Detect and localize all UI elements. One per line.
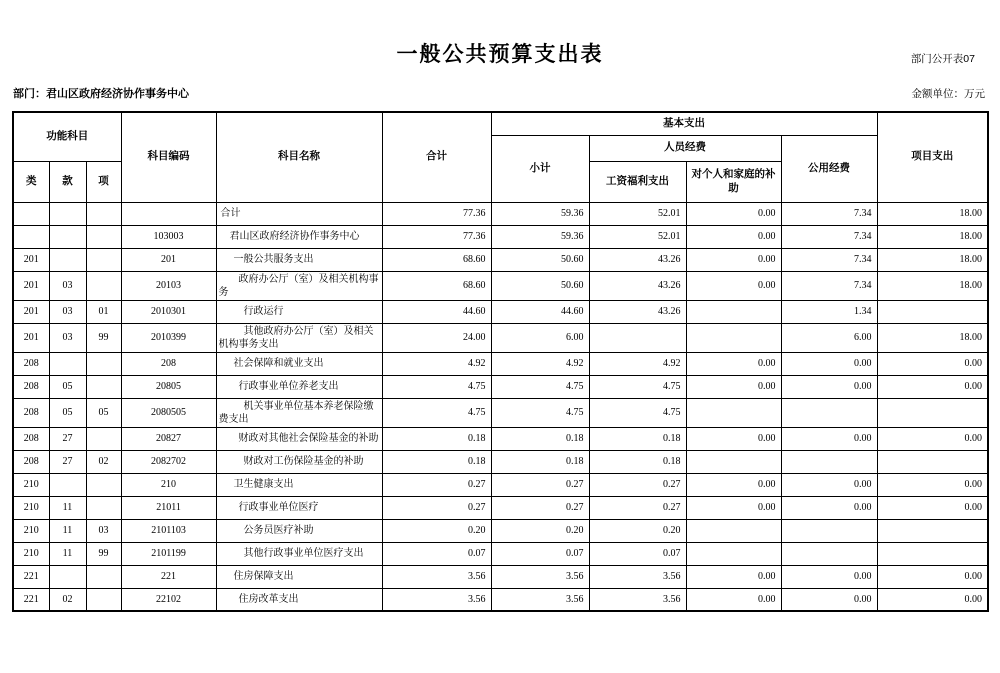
cell-subject-code: 2010301 (121, 300, 216, 323)
cell-project: 0.00 (877, 588, 988, 611)
cell-section: 11 (49, 496, 86, 519)
cell-class: 221 (13, 588, 49, 611)
cell-project (877, 450, 988, 473)
meta-row (13, 85, 985, 101)
cell-subject-code: 2082702 (121, 450, 216, 473)
cell-subtotal: 4.92 (491, 352, 589, 375)
form-number-label: 部门公开表07 (910, 53, 975, 65)
cell-subject-code: 2101199 (121, 542, 216, 565)
cell-section: 27 (49, 427, 86, 450)
cell-subject-code: 103003 (121, 225, 216, 248)
cell-subject-name: 住房保障支出 (216, 565, 382, 588)
cell-subtotal: 0.07 (491, 542, 589, 565)
table-row (13, 202, 988, 225)
cell-class: 201 (13, 323, 49, 352)
cell-project: 0.00 (877, 473, 988, 496)
cell-public-funds: 7.34 (781, 248, 877, 271)
cell-family-subsidy: 0.00 (686, 202, 781, 225)
cell-total: 68.60 (382, 248, 491, 271)
cell-section: 11 (49, 519, 86, 542)
cell-item (86, 375, 121, 398)
cell-public-funds: 0.00 (781, 375, 877, 398)
cell-subject-name: 行政运行 (216, 300, 382, 323)
cell-item (86, 473, 121, 496)
cell-total: 3.56 (382, 565, 491, 588)
header-family-subsidy: 对个人和家庭的补助 (686, 161, 781, 202)
cell-subject-code: 2080505 (121, 398, 216, 427)
header-subject-code: 科目编码 (121, 112, 216, 202)
cell-public-funds: 0.00 (781, 496, 877, 519)
cell-subject-code: 20103 (121, 271, 216, 300)
cell-section: 05 (49, 398, 86, 427)
cell-class: 201 (13, 271, 49, 300)
cell-item (86, 565, 121, 588)
table-row (13, 588, 988, 611)
header-personnel-funds: 人员经费 (589, 135, 781, 161)
cell-subject-name: 一般公共服务支出 (216, 248, 382, 271)
cell-item (86, 496, 121, 519)
header-functional-subject: 功能科目 (13, 112, 121, 161)
cell-section: 03 (49, 271, 86, 300)
cell-wage-welfare: 43.26 (589, 248, 686, 271)
cell-subject-code: 2101103 (121, 519, 216, 542)
cell-public-funds: 6.00 (781, 323, 877, 352)
header-subtotal: 小计 (491, 135, 589, 202)
cell-public-funds (781, 542, 877, 565)
cell-subject-name: 公务员医疗补助 (216, 519, 382, 542)
cell-family-subsidy: 0.00 (686, 271, 781, 300)
cell-subject-code: 21011 (121, 496, 216, 519)
table-row (13, 300, 988, 323)
cell-subject-name: 财政对其他社会保险基金的补助 (216, 427, 382, 450)
cell-section: 27 (49, 450, 86, 473)
header-class: 类 (13, 161, 49, 202)
cell-total: 3.56 (382, 588, 491, 611)
cell-wage-welfare: 0.27 (589, 496, 686, 519)
cell-family-subsidy: 0.00 (686, 352, 781, 375)
cell-subject-name: 其他政府办公厅（室）及相关机构事务支出 (216, 323, 382, 352)
cell-public-funds: 7.34 (781, 202, 877, 225)
cell-subtotal: 0.18 (491, 450, 589, 473)
table-row (13, 375, 988, 398)
table-row (13, 519, 988, 542)
cell-class: 210 (13, 496, 49, 519)
table-row (13, 473, 988, 496)
cell-subject-name: 合计 (216, 202, 382, 225)
cell-item: 02 (86, 450, 121, 473)
cell-wage-welfare: 4.75 (589, 398, 686, 427)
cell-subtotal: 50.60 (491, 248, 589, 271)
cell-subject-code: 20805 (121, 375, 216, 398)
cell-subject-code: 22102 (121, 588, 216, 611)
cell-total: 0.18 (382, 450, 491, 473)
cell-section (49, 225, 86, 248)
cell-subtotal: 3.56 (491, 565, 589, 588)
cell-project: 0.00 (877, 427, 988, 450)
cell-wage-welfare: 4.92 (589, 352, 686, 375)
cell-subject-name: 社会保障和就业支出 (216, 352, 382, 375)
cell-project (877, 300, 988, 323)
table-row (13, 542, 988, 565)
table-row (13, 427, 988, 450)
cell-wage-welfare: 0.07 (589, 542, 686, 565)
cell-item (86, 202, 121, 225)
table-row (13, 565, 988, 588)
cell-subtotal: 3.56 (491, 588, 589, 611)
cell-subtotal: 6.00 (491, 323, 589, 352)
cell-section (49, 473, 86, 496)
header-project-expenditure: 项目支出 (877, 112, 988, 202)
cell-family-subsidy: 0.00 (686, 427, 781, 450)
cell-class: 208 (13, 398, 49, 427)
cell-item (86, 588, 121, 611)
cell-class: 208 (13, 427, 49, 450)
cell-family-subsidy (686, 542, 781, 565)
cell-public-funds: 0.00 (781, 588, 877, 611)
budget-table (12, 111, 989, 612)
cell-section: 03 (49, 323, 86, 352)
cell-wage-welfare: 0.27 (589, 473, 686, 496)
cell-subject-name: 其他行政事业单位医疗支出 (216, 542, 382, 565)
cell-project: 0.00 (877, 352, 988, 375)
cell-item (86, 427, 121, 450)
header-public-funds: 公用经费 (781, 135, 877, 202)
cell-wage-welfare: 43.26 (589, 300, 686, 323)
cell-wage-welfare: 0.18 (589, 427, 686, 450)
cell-wage-welfare: 3.56 (589, 588, 686, 611)
cell-subtotal: 4.75 (491, 375, 589, 398)
cell-family-subsidy: 0.00 (686, 496, 781, 519)
cell-subtotal: 0.27 (491, 473, 589, 496)
cell-public-funds: 7.34 (781, 271, 877, 300)
cell-section (49, 565, 86, 588)
table-header (13, 112, 988, 202)
cell-wage-welfare: 52.01 (589, 225, 686, 248)
cell-section (49, 248, 86, 271)
cell-public-funds (781, 398, 877, 427)
cell-class: 210 (13, 519, 49, 542)
table-body (13, 202, 988, 611)
cell-item (86, 248, 121, 271)
cell-subject-name: 行政事业单位医疗 (216, 496, 382, 519)
cell-total: 77.36 (382, 202, 491, 225)
cell-family-subsidy (686, 323, 781, 352)
cell-subtotal: 0.18 (491, 427, 589, 450)
cell-subtotal: 59.36 (491, 202, 589, 225)
table-row (13, 271, 988, 300)
cell-project (877, 398, 988, 427)
cell-project (877, 542, 988, 565)
table-row (13, 450, 988, 473)
cell-family-subsidy (686, 300, 781, 323)
cell-subject-name: 机关事业单位基本养老保险缴费支出 (216, 398, 382, 427)
cell-subtotal: 4.75 (491, 398, 589, 427)
cell-public-funds (781, 450, 877, 473)
cell-total: 0.20 (382, 519, 491, 542)
cell-class: 201 (13, 248, 49, 271)
cell-project: 18.00 (877, 323, 988, 352)
cell-project: 0.00 (877, 565, 988, 588)
cell-project: 18.00 (877, 202, 988, 225)
cell-subtotal: 0.27 (491, 496, 589, 519)
cell-public-funds (781, 519, 877, 542)
cell-item (86, 352, 121, 375)
cell-project: 0.00 (877, 496, 988, 519)
cell-total: 4.75 (382, 398, 491, 427)
header-total: 合计 (382, 112, 491, 202)
cell-item: 05 (86, 398, 121, 427)
cell-subject-code: 221 (121, 565, 216, 588)
cell-class: 210 (13, 473, 49, 496)
cell-family-subsidy: 0.00 (686, 473, 781, 496)
cell-section (49, 202, 86, 225)
cell-item: 99 (86, 542, 121, 565)
cell-subject-code: 208 (121, 352, 216, 375)
cell-subject-name: 卫生健康支出 (216, 473, 382, 496)
cell-wage-welfare: 0.20 (589, 519, 686, 542)
cell-family-subsidy: 0.00 (686, 375, 781, 398)
cell-public-funds: 0.00 (781, 565, 877, 588)
cell-total: 4.92 (382, 352, 491, 375)
cell-subtotal: 50.60 (491, 271, 589, 300)
cell-public-funds: 0.00 (781, 473, 877, 496)
cell-project: 18.00 (877, 271, 988, 300)
cell-wage-welfare: 52.01 (589, 202, 686, 225)
cell-public-funds: 7.34 (781, 225, 877, 248)
cell-subject-code: 210 (121, 473, 216, 496)
cell-wage-welfare: 0.18 (589, 450, 686, 473)
cell-subtotal: 44.60 (491, 300, 589, 323)
unit-label: 金额单位：万元 (911, 88, 985, 100)
cell-class: 221 (13, 565, 49, 588)
cell-subject-code: 20827 (121, 427, 216, 450)
cell-family-subsidy: 0.00 (686, 225, 781, 248)
cell-wage-welfare: 43.26 (589, 271, 686, 300)
cell-class (13, 225, 49, 248)
cell-subject-code: 2010399 (121, 323, 216, 352)
cell-total: 24.00 (382, 323, 491, 352)
cell-family-subsidy (686, 450, 781, 473)
cell-class: 208 (13, 450, 49, 473)
table-row (13, 225, 988, 248)
cell-section (49, 352, 86, 375)
cell-public-funds: 1.34 (781, 300, 877, 323)
table-row (13, 323, 988, 352)
cell-section: 02 (49, 588, 86, 611)
cell-class: 210 (13, 542, 49, 565)
cell-family-subsidy (686, 519, 781, 542)
cell-project: 18.00 (877, 248, 988, 271)
cell-item: 01 (86, 300, 121, 323)
cell-wage-welfare: 3.56 (589, 565, 686, 588)
cell-section: 11 (49, 542, 86, 565)
cell-wage-welfare: 4.75 (589, 375, 686, 398)
cell-family-subsidy (686, 398, 781, 427)
table-row (13, 352, 988, 375)
cell-subject-name: 君山区政府经济协作事务中心 (216, 225, 382, 248)
cell-family-subsidy: 0.00 (686, 248, 781, 271)
cell-subject-name: 住房改革支出 (216, 588, 382, 611)
cell-project (877, 519, 988, 542)
header-section: 款 (49, 161, 86, 202)
cell-subject-name: 财政对工伤保险基金的补助 (216, 450, 382, 473)
table-row (13, 496, 988, 519)
cell-project: 0.00 (877, 375, 988, 398)
cell-section: 03 (49, 300, 86, 323)
cell-subject-code (121, 202, 216, 225)
header-basic-expenditure: 基本支出 (491, 112, 877, 135)
header-subject-name: 科目名称 (216, 112, 382, 202)
page-title: 一般公共预算支出表 (396, 43, 604, 66)
cell-item (86, 271, 121, 300)
cell-section: 05 (49, 375, 86, 398)
cell-class (13, 202, 49, 225)
table-row (13, 398, 988, 427)
cell-family-subsidy: 0.00 (686, 565, 781, 588)
cell-item: 99 (86, 323, 121, 352)
cell-subtotal: 59.36 (491, 225, 589, 248)
cell-class: 208 (13, 352, 49, 375)
cell-item (86, 225, 121, 248)
cell-total: 0.07 (382, 542, 491, 565)
cell-item: 03 (86, 519, 121, 542)
cell-total: 44.60 (382, 300, 491, 323)
cell-family-subsidy: 0.00 (686, 588, 781, 611)
cell-total: 0.18 (382, 427, 491, 450)
cell-subject-code: 201 (121, 248, 216, 271)
cell-subject-name: 政府办公厅（室）及相关机构事务 (216, 271, 382, 300)
table-row (13, 248, 988, 271)
cell-public-funds: 0.00 (781, 427, 877, 450)
cell-public-funds: 0.00 (781, 352, 877, 375)
cell-project: 18.00 (877, 225, 988, 248)
cell-class: 201 (13, 300, 49, 323)
cell-subject-name: 行政事业单位养老支出 (216, 375, 382, 398)
cell-total: 4.75 (382, 375, 491, 398)
header-item: 项 (86, 161, 121, 202)
cell-total: 68.60 (382, 271, 491, 300)
cell-total: 77.36 (382, 225, 491, 248)
cell-total: 0.27 (382, 473, 491, 496)
header-wage-welfare: 工资福利支出 (589, 161, 686, 202)
department-label: 部门：君山区政府经济协作事务中心 (13, 88, 189, 100)
cell-wage-welfare (589, 323, 686, 352)
cell-class: 208 (13, 375, 49, 398)
cell-total: 0.27 (382, 496, 491, 519)
cell-subtotal: 0.20 (491, 519, 589, 542)
